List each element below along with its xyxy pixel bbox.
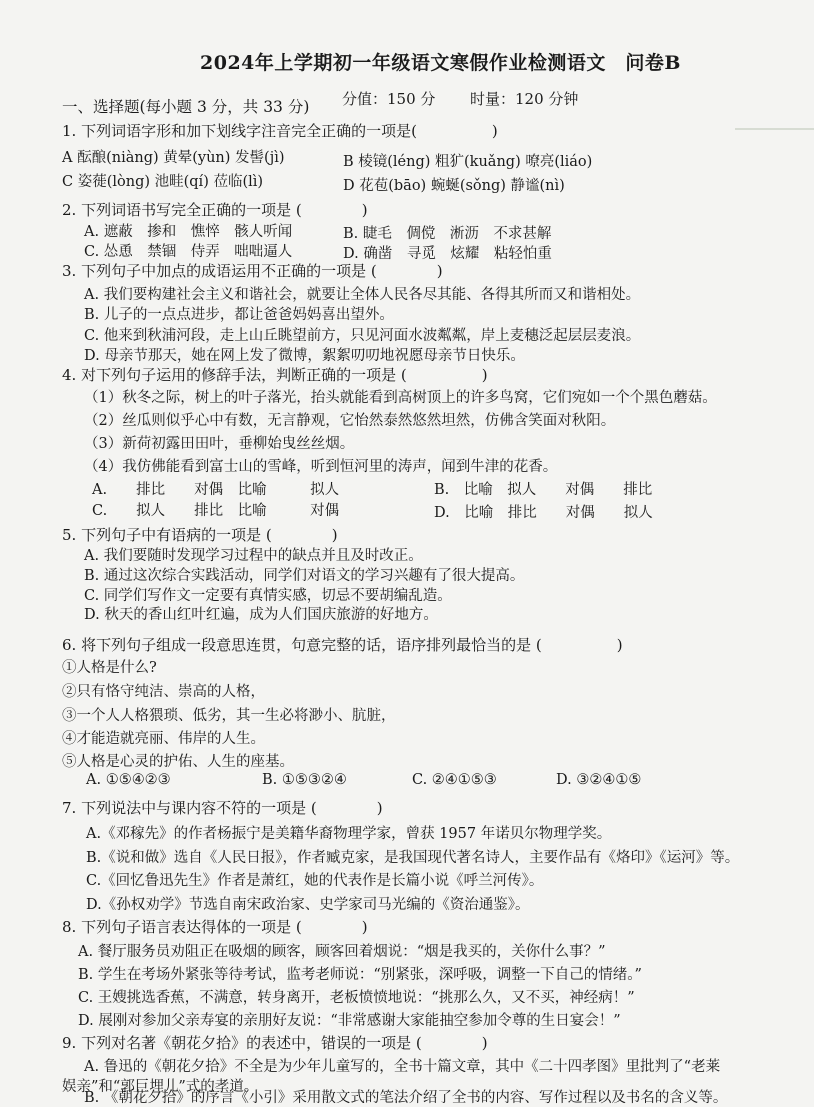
question-1-option-c: C 姿蓰(lòng) 池畦(qí) 莅临(lì) [62, 174, 264, 190]
question-5-option-c: C. 同学们写作文一定要有真情实感，切忌不要胡编乱造。 [84, 588, 452, 604]
question-4-sentence-4: （4）我仿佛能看到富士山的雪峰，听到恒河里的涛声，闻到牛津的花香。 [84, 459, 558, 475]
question-4-sentence-1: （1）秋冬之际，树上的叶子落光，抬头就能看到高树顶上的许多鸟窝，它们宛如一个个黑色蘑菇。 [84, 390, 717, 406]
question-8-option-a: A. 餐厅服务员劝阻正在吸烟的顾客，顾客回着烟说：“烟是我买的，关你什么事？” [78, 944, 606, 960]
question-7-stem: 7. 下列说法中与课内容不符的一项是 ( ) [62, 799, 383, 817]
question-9-option-a: A. 鲁迅的《朝花夕拾》不全是为少年儿童写的，全书十篇文章，其中《二十四孝图》里批判了“老莱 [84, 1059, 721, 1075]
question-3-option-d: D. 母亲节那天，她在网上发了微博，絮絮叨叨地祝愿母亲节日快乐。 [84, 348, 525, 364]
question-6-option-d: D. ③②④①⑤ [556, 772, 642, 788]
question-5-stem: 5. 下列句子中有语病的一项是 ( ) [62, 526, 338, 544]
question-7-option-a: A.《邓稼先》的作者杨振宁是美籍华裔物理学家，曾获 1957 年诺贝尔物理学奖。 [86, 826, 612, 842]
question-6-sentence-2: ②只有恪守纯洁、崇高的人格， [62, 684, 265, 700]
score-label: 分值：150 分 [342, 90, 436, 108]
question-6-option-c: C. ②④①⑤③ [412, 772, 497, 788]
time-label: 时量：120 分钟 [470, 90, 579, 108]
question-8-option-d: D. 展刚对参加父亲寿宴的亲朋好友说：“非常感谢大家能抽空参加令尊的生日宴会！” [78, 1013, 621, 1029]
question-1-option-b: B 棱镜(léng) 粗犷(kuǎng) 嘹亮(liáo) [343, 154, 593, 170]
question-3-option-c: C. 他来到秋浦河段，走上山丘眺望前方，只见河面水波粼粼，岸上麦穗泛起层层麦浪。 [84, 328, 641, 344]
question-3-stem: 3. 下列句子中加点的成语运用不正确的一项是 ( ) [62, 262, 443, 280]
question-1-option-a: A 酝酿(niàng) 黄晕(yùn) 发髻(jì) [62, 150, 285, 166]
question-4-option-b: B. 比喻 拟人 对偶 排比 [434, 482, 653, 498]
question-4-sentence-3: （3）新荷初露田田叶，垂柳始曳丝丝烟。 [84, 436, 355, 452]
question-6-option-b: B. ①⑤③②④ [262, 772, 347, 788]
section-heading: 一、选择题(每小题 3 分，共 33 分) [62, 98, 310, 116]
question-6-sentence-1: ①人格是什么? [62, 660, 157, 676]
question-6-sentence-4: ④才能造就亮丽、伟岸的人生。 [62, 731, 265, 747]
question-8-option-b: B. 学生在考场外紧张等待考试，监考老师说：“别紧张，深呼吸，调整一下自己的情绪。” [78, 967, 642, 983]
question-2-option-c: C. 怂恿 禁锢 侍弄 咄咄逼人 [84, 244, 293, 260]
question-3-option-a: A. 我们要构建社会主义和谐社会，就要让全体人民各尽其能、各得其所而又和谐相处。 [84, 287, 641, 303]
question-8-stem: 8. 下列句子语言表达得体的一项是 ( ) [62, 918, 368, 936]
question-1-stem: 1. 下列词语字形和加下划线字注音完全正确的一项是( ) [62, 122, 498, 140]
question-7-option-d: D.《孙权劝学》节选自南宋政治家、史学家司马光编的《资治通鉴》。 [86, 897, 530, 913]
question-4-sentence-2: （2）丝瓜则似乎心中有数，无言静观，它怡然泰然悠然坦然，仿佛含笑面对秋阳。 [84, 413, 616, 429]
question-6-sentence-3: ③一个人人格猥琐、低劣，其一生必将渺小、肮脏， [62, 708, 396, 724]
question-3-option-b: B. 儿子的一点点进步，都让爸爸妈妈喜出望外。 [84, 307, 394, 323]
question-4-option-d: D. 比喻 排比 对偶 拟人 [434, 505, 653, 521]
question-4-stem: 4. 对下列句子运用的修辞手法，判断正确的一项是 ( ) [62, 366, 488, 384]
question-5-option-a: A. 我们要随时发现学习过程中的缺点并且及时改正。 [84, 548, 423, 564]
question-5-option-d: D. 秋天的香山红叶红遍，成为人们国庆旅游的好地方。 [84, 607, 438, 623]
question-4-option-a: A. 排比 对偶 比喻 拟人 [92, 482, 340, 498]
question-9-stem: 9. 下列对名著《朝花夕拾》的表述中，错误的一项是 ( ) [62, 1034, 488, 1052]
question-9-option-a-cont: 娱亲”和“郭巨埋儿”式的孝道。 [62, 1079, 259, 1095]
question-7-option-b: B.《说和做》选自《人民日报》，作者臧克家，是我国现代著名诗人，主要作品有《烙印》《运河》等。 [86, 850, 740, 866]
question-6-option-a: A. ①⑤④②③ [86, 772, 171, 788]
question-2-stem: 2. 下列词语书写完全正确的一项是 ( ) [62, 201, 368, 219]
question-2-option-d: D. 确凿 寻觅 炫耀 粘轻怕重 [343, 246, 552, 262]
question-7-option-c: C.《回忆鲁迅先生》作者是萧红，她的代表作是长篇小说《呼兰河传》。 [86, 873, 544, 889]
scan-artifact-line [735, 128, 814, 130]
question-2-option-b: B. 睫毛 倜傥 淅沥 不求甚解 [343, 226, 552, 242]
question-1-option-d: D 花苞(bāo) 蜿蜒(sǒng) 静谧(nì) [343, 178, 565, 194]
question-9-option-b: B. 《朝花夕拾》的序言《小引》采用散文式的笔法介绍了全书的内容、写作过程以及书名的含义等。 [84, 1090, 728, 1106]
question-4-option-c: C. 拟人 排比 比喻 对偶 [92, 503, 340, 519]
page-title: 2024年上学期初一年级语文寒假作业检测语文 问卷B [200, 52, 681, 74]
question-5-option-b: B. 通过这次综合实践活动，同学们对语文的学习兴趣有了很大提高。 [84, 568, 525, 584]
question-6-sentence-5: ⑤人格是心灵的护佑、人生的座基。 [62, 754, 294, 770]
question-6-stem: 6. 将下列句子组成一段意思连贯，句意完整的话，语序排列最恰当的是 ( ) [62, 636, 623, 654]
question-8-option-c: C. 王嫂挑选香蕉，不满意，转身离开，老板愤愤地说：“挑那么久，又不买，神经病！” [78, 990, 635, 1006]
question-2-option-a: A. 遮蔽 掺和 憔悴 骸人听闻 [84, 224, 293, 240]
